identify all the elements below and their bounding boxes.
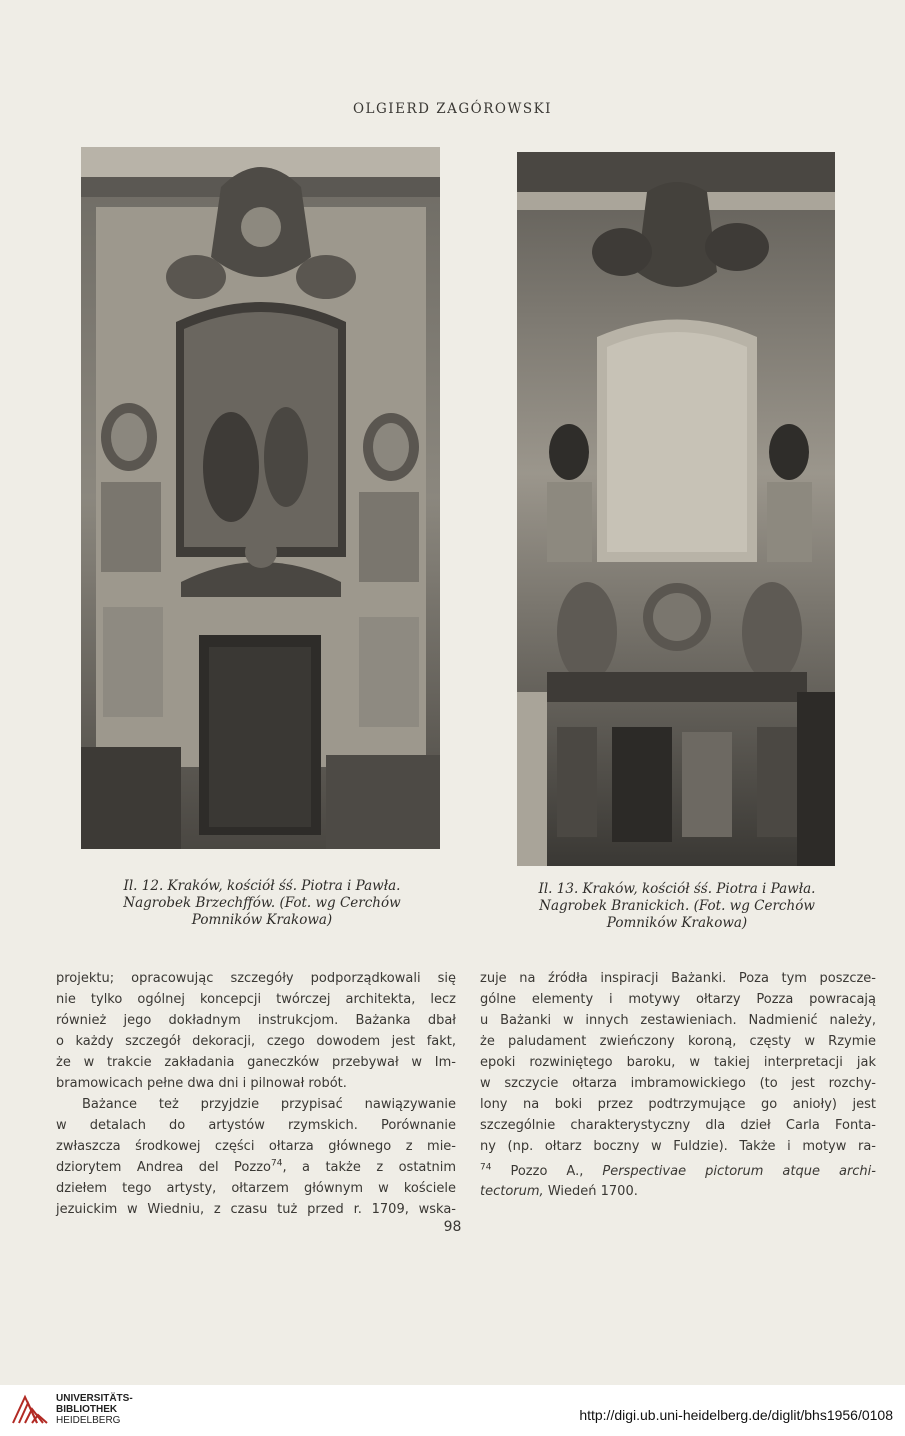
footnote-line (480, 1182, 876, 1202)
text-line: lony na boki przez podtrzymujące go anioły) jest (480, 1097, 876, 1112)
text-line: szczególnie charakterystyczny dla dzieł Carla Fonta- (480, 1118, 876, 1133)
text-fragment: dziorytem Andrea del Pozzo (56, 1160, 271, 1175)
footnote-ref: 74 (271, 1158, 283, 1169)
text-line: Bażance też przyjdzie przypisać nawiązywanie (82, 1097, 456, 1112)
caption-line: Il. 13. Kraków, kościół śś. Piotra i Pawła. (538, 881, 816, 897)
footnote-title: Perspectivae pictorum atque archi- (602, 1164, 876, 1179)
text-line: jezuickim w Wiedniu, z czasu tuż przed r. 1709, wska- (56, 1202, 456, 1217)
library-name (56, 1393, 133, 1426)
footnote-title-cont: tectorum, (480, 1184, 544, 1199)
text-line: również jego dokładnym instrukcjom. Bażanka dbał (56, 1013, 456, 1028)
text-line: że w trakcie zakładania ganeczków przebywał w Im- (56, 1055, 456, 1070)
text-line: nie tylko ogólnej koncepcji twórczej architekta, lecz (56, 992, 456, 1007)
footnote-number: 74 (480, 1162, 492, 1173)
caption-line: Pomników Krakowa) (191, 912, 333, 928)
text-line: że paludament zwieńczony koroną, częsty w Rzymie (480, 1034, 876, 1049)
library-name-line: HEIDELBERG (56, 1415, 121, 1426)
caption-line: Il. 12. Kraków, kościół śś. Piotra i Pawła. (123, 878, 401, 894)
photo-il-12 (81, 147, 440, 849)
text-column-left (56, 968, 456, 1220)
text-line: dziełem tego artysty, ołtarzem głównym w kościele (56, 1181, 456, 1196)
running-head: OLGIERD ZAGÓROWSKI (352, 101, 553, 117)
page-number: 98 (443, 1219, 462, 1235)
caption-line: Nagrobek Branickich. (Fot. wg Cerchów (539, 898, 815, 914)
text-line: w szczycie ołtarza imbramowickiego (to jest rozchy- (480, 1076, 876, 1091)
text-line: epoki rozwiniętego baroku, w takiej interpretacji jak (480, 1055, 876, 1070)
caption-il-12 (70, 878, 454, 929)
text-line: gólne elementy i motywy ołtarzy Pozza powracają (480, 992, 876, 1007)
text-line: w detalach do artystów rzymskich. Porównanie (56, 1118, 456, 1133)
footnote-rest: Wiedeń 1700. (547, 1184, 638, 1199)
text-line: ny (np. ołtarz boczny w Fuldzie). Także i motyw ra- (480, 1139, 876, 1154)
text-line: u Bażanki w innych zestawieniach. Nadmienić należy, (480, 1013, 876, 1028)
text-line: zwłaszcza środkowej części ołtarza głównego z mie- (56, 1139, 456, 1154)
text-line: zuje na źródła inspiracji Bażanki. Poza tym poszcze- (480, 971, 876, 986)
source-url-link[interactable]: http://digi.ub.uni-heidelberg.de/diglit/bhs1956/0108 (579, 1407, 893, 1423)
footnote-line (480, 1162, 876, 1182)
caption-line: Nagrobek Brzechffów. (Fot. wg Cerchów (123, 895, 401, 911)
library-logo-icon (10, 1393, 50, 1427)
text-line (56, 1157, 456, 1178)
photo-il-13 (517, 152, 835, 866)
footnote-author: Pozzo A., (510, 1164, 584, 1179)
text-fragment: , a także z ostatnim (282, 1160, 456, 1175)
footnote (480, 1162, 876, 1202)
caption-il-13 (496, 881, 858, 932)
text-line: projektu; opracowując szczegóły podporządkowali się (56, 971, 456, 986)
text-line: o każdy szczegół dekoracji, czego dowodem jest fakt, (56, 1034, 456, 1049)
text-column-right (480, 968, 876, 1157)
text-line: bramowicach pełne dwa dni i pilnował robót. (56, 1076, 347, 1091)
library-name-line: BIBLIOTHEK (56, 1404, 118, 1415)
library-name-line: UNIVERSITÄTS- (56, 1393, 133, 1404)
caption-line: Pomników Krakowa) (606, 915, 748, 931)
